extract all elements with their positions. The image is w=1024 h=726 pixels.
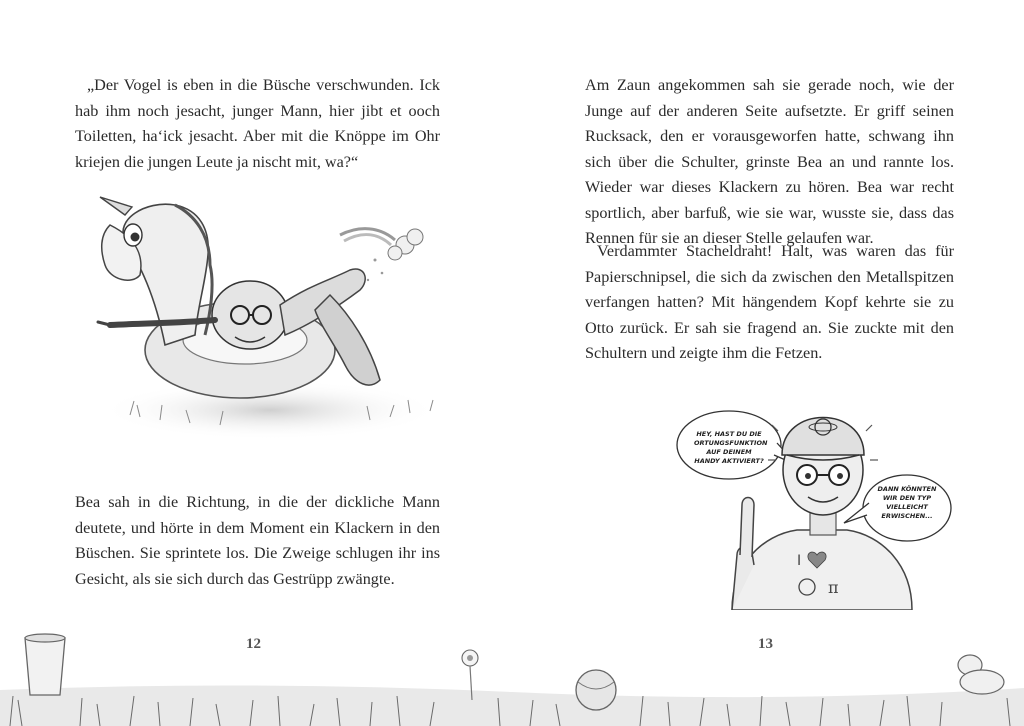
svg-text:I: I [797,553,802,569]
right-illustration [592,365,952,610]
left-paragraph-1: „Der Vogel is eben in die Büsche verschwunden. Ick hab ihm noch jesacht, junger Mann, hier jibt et ooch Toiletten, ha‘ick jesacht. Aber mit die Knöppe im Ohr kriejen die jungen Leute ja nischt mit, wa?“ [75,76,440,171]
right-page-number: 13 [758,636,773,652]
left-page-number: 12 [246,636,261,652]
left-paragraph-2: Bea sah in die Richtung, in die der dickliche Mann deutete, und hörte in dem Moment ein Klackern in den Büschen. Sie sprintete los. Die Zweige schlugen ihr ins Gesicht, als sie sich durch das Gestrüpp zwängte. [75,493,440,588]
unicorn-float-man-icon [70,185,460,455]
right-page [512,0,1024,726]
grass-footer-icon [0,620,1024,726]
speech-bubble-2: DANN KÖNNTEN WIR DEN TYP VIELLEICHT ERWISCHEN... [877,485,937,520]
right-paragraph-2: Verdammter Stacheldraht! Halt, was waren das für Papierschnipsel, die sich da zwischen den Metallspitzen verfangen hatten? Mit hängendem Kopf kehrte sie zu Otto zurück. Er sah sie fragend an. Sie zuckte mit den Schultern und zeigte ihm die Fetzen. [585,242,954,362]
speech-bubble-1: HEY, HAST DU DIE ORTUNGSFUNKTION AUF DEINEM HANDY AKTIVIERT? [694,430,768,465]
svg-text:π: π [828,578,839,597]
right-paragraph-1: Am Zaun angekommen sah sie gerade noch, wie der Junge auf der anderen Seite aufsetzte. Er griff seinen Rucksack, den er vorausgeworfen hatte, schwang ihn sich über die Schulter, grinste Bea an und rannte los. Wieder war dieses Klackern zu hören. Bea war recht sportlich, aber barfuß, wie sie war, wusste sie, dass das Rennen für sie an dieser Stelle gelaufen war. [585,76,954,247]
